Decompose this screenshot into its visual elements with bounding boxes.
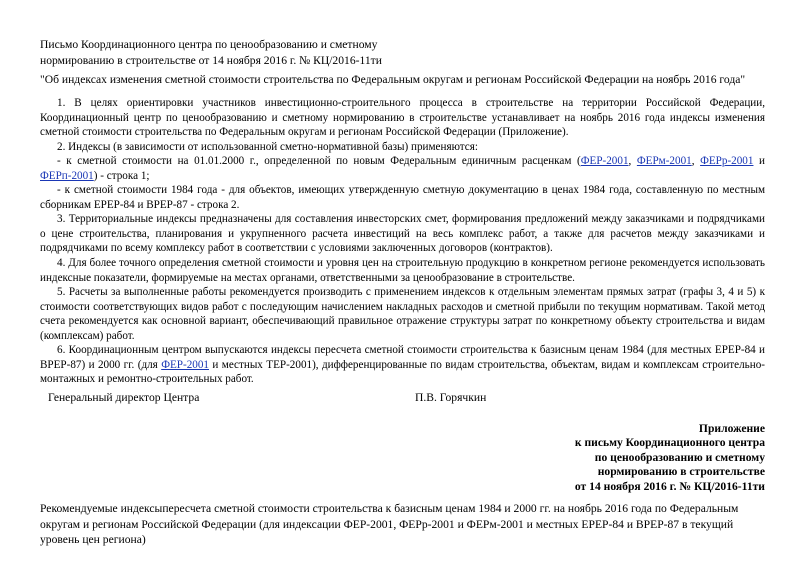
- appendix-line1: Приложение: [698, 422, 765, 435]
- appendix-heading: [575, 422, 765, 494]
- paragraph-1: 1. В целях ориентировки участников инвестиционно-строительного процесса в строительстве на территории Российской Федерации, Координационный центр по ценообразованию и сметному нормированию в строительстве устанавливает на ноябрь 2016 года индексы изменения сметной стоимости строительства по Федеральным округам и регионам Российской Федерации (Приложение).: [40, 97, 765, 139]
- link-fer-2001[interactable]: ФЕР-2001: [580, 155, 629, 168]
- link-fer-2001-para6[interactable]: ФЕР-2001: [161, 358, 209, 371]
- paragraph-2-item-1: [40, 154, 765, 183]
- paragraph-6: [40, 343, 765, 387]
- letter-title: "Об индексах изменения сметной стоимости строительства по Федеральным округам и регионам Российской Федерации на ноябрь 2016 года": [40, 73, 746, 86]
- paragraph-3: 3. Территориальные индексы предназначены для составления инвесторских смет, формирования предложений между заказчиками и подрядчиками о цене строительства, планирования и укрупненного расчета инвестиций на весь комплекс работ, а также для расчетов между заказчиками и подрядчиками по всему комплексу работ в соответствии с условиями заключенных договоров (контрактов).: [40, 213, 765, 255]
- appendix-line2: к письму Координационного центра: [574, 436, 765, 450]
- para6-suffix: и местных ТЕР-2001), дифференцированные по видам строительства, объектам, видам и комплексам строительно-монтажных и ремонтно-строительных работ.: [40, 358, 765, 386]
- item1-sep2: ,: [691, 155, 701, 168]
- appendix-line5: от 14 ноября 2016 г. № КЦ/2016-11ти: [574, 479, 765, 493]
- signature-name: П.В. Горячкин: [415, 391, 487, 404]
- para6-prefix: 6. Координационным центром выпускаются индексы пересчета сметной стоимости строительства к базисным ценам 1984 (для местных ЕРЕР-84 и ВРЕР-87) и 2000 гг. (для: [40, 344, 765, 371]
- item1-prefix: - к сметной стоимости на 01.01.2000 г., определенной по новым Федеральным единичным расценкам (: [57, 155, 581, 168]
- letter-header: [40, 37, 382, 68]
- letter-header-line2: нормированию в строительстве от 14 ноября 2016 г. № КЦ/2016-11ти: [40, 53, 382, 67]
- recommendation-text: Рекомендуемые индексыпересчета сметной стоимости строительства к базисным ценам 1984 и 2000 гг. на ноябрь 2016 года по Федеральным округам и регионам Российской Федерации (для индексации ФЕР-2001, ФЕРр-2001 и ФЕРм-2001 и местных ЕРЕР-84 и ВРЕР-87 в текущий уровень цен региона): [40, 502, 739, 546]
- paragraph-4: 4. Для более точного определения сметной стоимости и уровня цен на строительную продукцию в конкретном регионе рекомендуется использовать индексные показатели, формируемые на местах органами, ответственными за ценообразование в строительстве.: [40, 257, 765, 284]
- signature-position: Генеральный директор Центра: [48, 391, 200, 404]
- appendix-line3: по ценообразованию и сметному: [594, 450, 765, 464]
- appendix-line4: нормированию в строительстве: [597, 465, 765, 479]
- item1-sep3: и: [753, 155, 765, 168]
- link-ferr-2001[interactable]: ФЕРр-2001: [700, 155, 754, 168]
- letter-body: [40, 96, 765, 387]
- item1-suffix: ) - строка 1;: [93, 169, 150, 182]
- paragraph-2-item-2: - к сметной стоимости 1984 года - для объектов, имеющих утвержденную сметную документацию в ценах 1984 года, составленную по местным сборникам ЕРЕР-84 и ВРЕР-87 - строка 2.: [40, 184, 765, 211]
- letter-header-line1: Письмо Координационного центра по ценообразованию и сметному: [40, 38, 378, 51]
- paragraph-5: 5. Расчеты за выполненные работы рекомендуется производить с применением индексов к отдельным элементам прямых затрат (графы 3, 4 и 5) к стоимости соответствующих видов работ с последующим начислением накладных расходов и сметной прибыли по текущим нормативам. Такой метод счета рекомендуется как основной вариант, обеспечивающий правильное отражение структуры затрат по конкретному объекту строительства и видам (комплексам) работ.: [40, 286, 765, 342]
- paragraph-2: 2. Индексы (в зависимости от использованной сметно-нормативной базы) применяются:: [57, 140, 478, 153]
- item1-sep1: ,: [628, 155, 637, 168]
- link-ferm-2001[interactable]: ФЕРм-2001: [636, 155, 692, 168]
- link-ferp-2001[interactable]: ФЕРп-2001: [40, 169, 94, 182]
